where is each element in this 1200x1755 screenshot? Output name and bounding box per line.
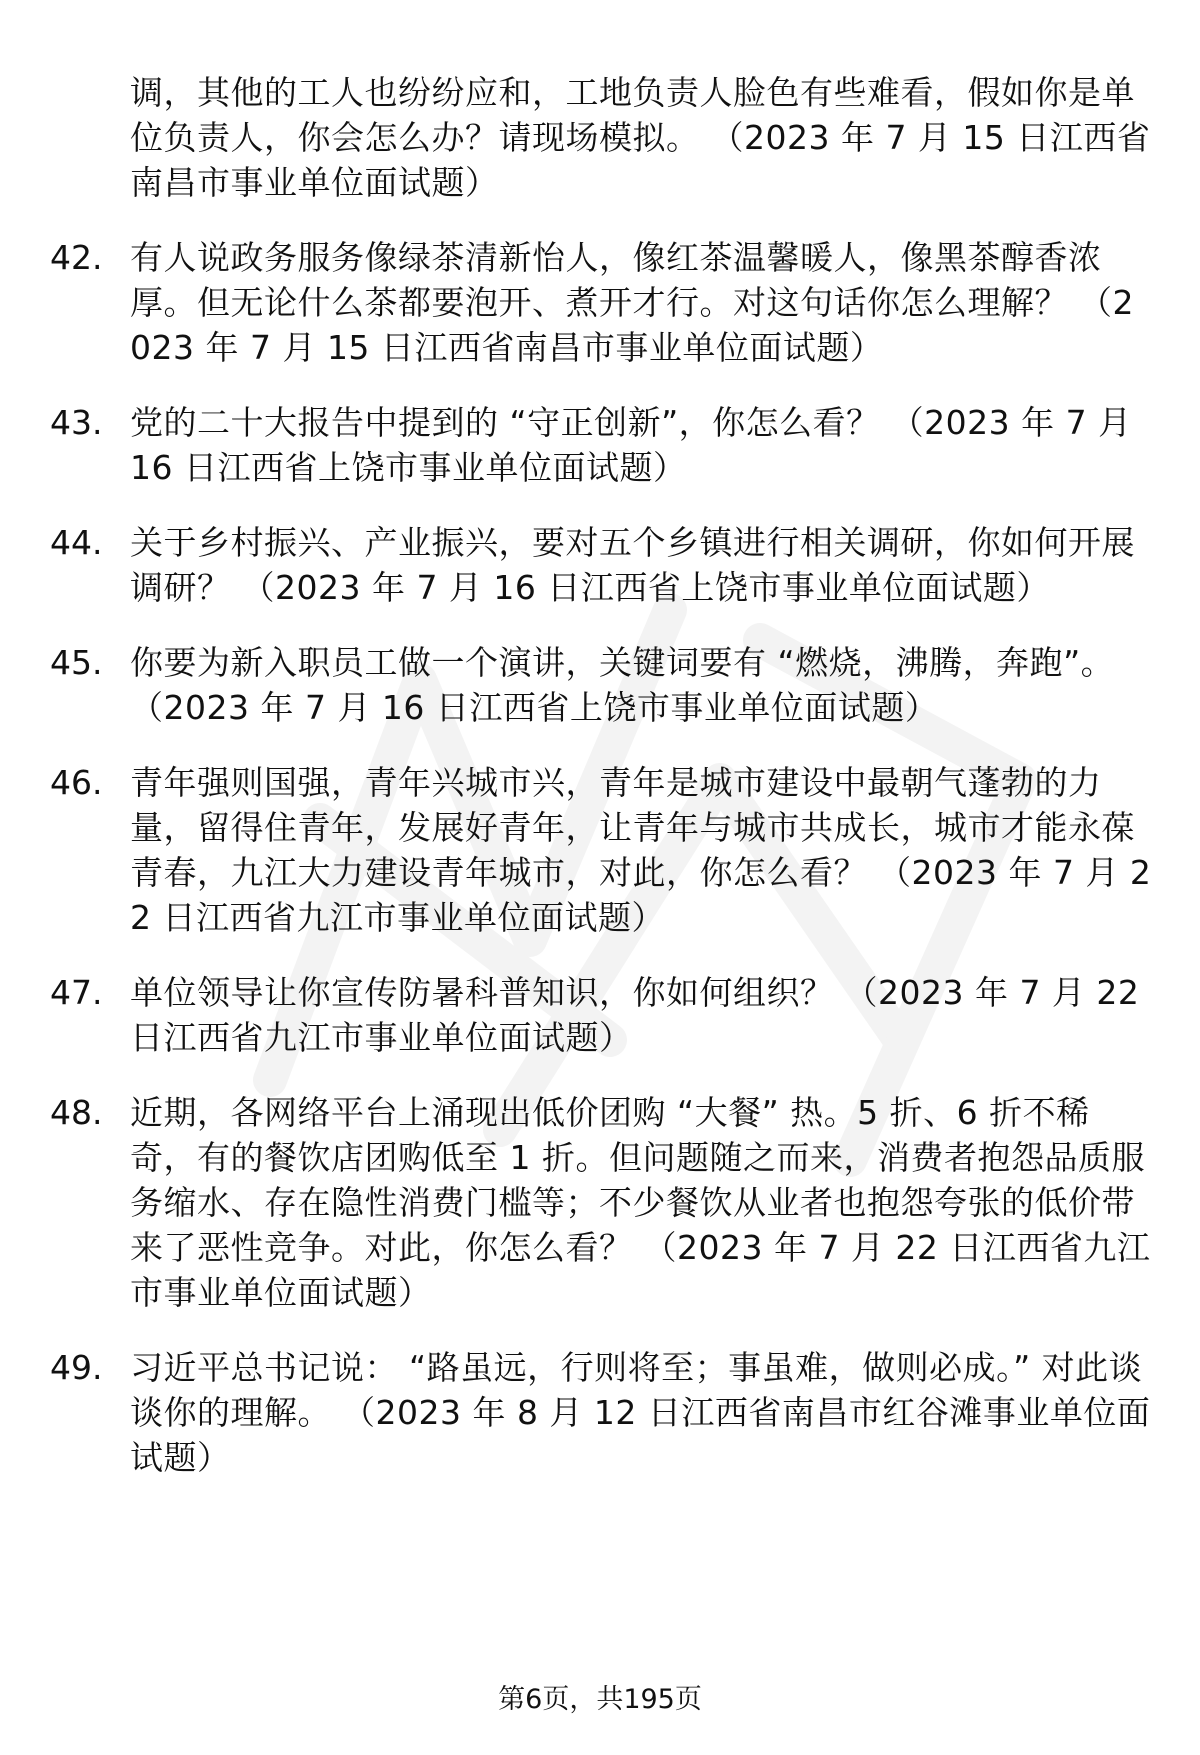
question-number: 47. [50,973,103,1012]
question-number: 45. [50,643,103,682]
question-number: 46. [50,763,103,802]
question-item-45 [0,640,1200,730]
question-item-49 [0,1345,1200,1480]
question-item-43 [0,400,1200,490]
page-footer: 第6页，共195页 [498,1684,702,1715]
question-text: 青年强则国强，青年兴城市兴，青年是城市建设中最朝气蓬勃的力量，留得住青年，发展好青年，让青年与城市共成长，城市才能永葆青春，九江大力建设青年城市，对此，你怎么看？ （2023 年 7 月 22 日江西省九江市事业单位面试题） [130,763,1152,937]
question-item-41-continued [0,70,1200,205]
question-list [0,70,1200,1510]
question-item-44 [0,520,1200,610]
question-number: 44. [50,523,103,562]
question-text: 调，其他的工人也纷纷应和，工地负责人脸色有些难看，假如你是单位负责人，你会怎么办？请现场模拟。 （2023 年 7 月 15 日江西省南昌市事业单位面试题） [130,73,1151,202]
question-item-42 [0,235,1200,370]
question-text: 有人说政务服务像绿茶清新怡人，像红茶温馨暖人，像黑茶醇香浓厚。但无论什么茶都要泡开、煮开才行。对这句话你怎么理解？ （2023 年 7 月 15 日江西省南昌市事业单位面试题） [130,238,1134,367]
question-number: 42. [50,238,103,277]
question-text: 单位领导让你宣传防暑科普知识，你如何组织？ （2023 年 7 月 22 日江西省九江市事业单位面试题） [130,973,1140,1057]
question-text: 习近平总书记说： “路虽远，行则将至；事虽难，做则必成。” 对此谈谈你的理解。 （2023 年 8 月 12 日江西省南昌市红谷滩事业单位面试题） [130,1348,1151,1477]
question-item-47 [0,970,1200,1060]
question-number: 48. [50,1093,103,1132]
question-text: 党的二十大报告中提到的 “守正创新”，你怎么看？ （2023 年 7 月 16 日江西省上饶市事业单位面试题） [130,403,1132,487]
question-number: 49. [50,1348,103,1387]
question-item-46 [0,760,1200,940]
question-text: 关于乡村振兴、产业振兴，要对五个乡镇进行相关调研，你如何开展调研？ （2023 年 7 月 16 日江西省上饶市事业单位面试题） [130,523,1135,607]
question-number: 43. [50,403,103,442]
question-item-48 [0,1090,1200,1315]
question-text: 近期，各网络平台上涌现出低价团购 “大餐” 热。5 折、6 折不稀奇，有的餐饮店团购低至 1 折。但问题随之而来，消费者抱怨品质服务缩水、存在隐性消费门槛等；不少餐饮从业者也抱怨夸张的低价带来了恶性竞争。对此，你怎么看？ （2023 年 7 月 22 日江西省九江市事业单位面试题） [130,1093,1151,1312]
question-text: 你要为新入职员工做一个演讲，关键词要有 “燃烧，沸腾，奔跑”。 （2023 年 7 月 16 日江西省上饶市事业单位面试题） [130,643,1115,727]
